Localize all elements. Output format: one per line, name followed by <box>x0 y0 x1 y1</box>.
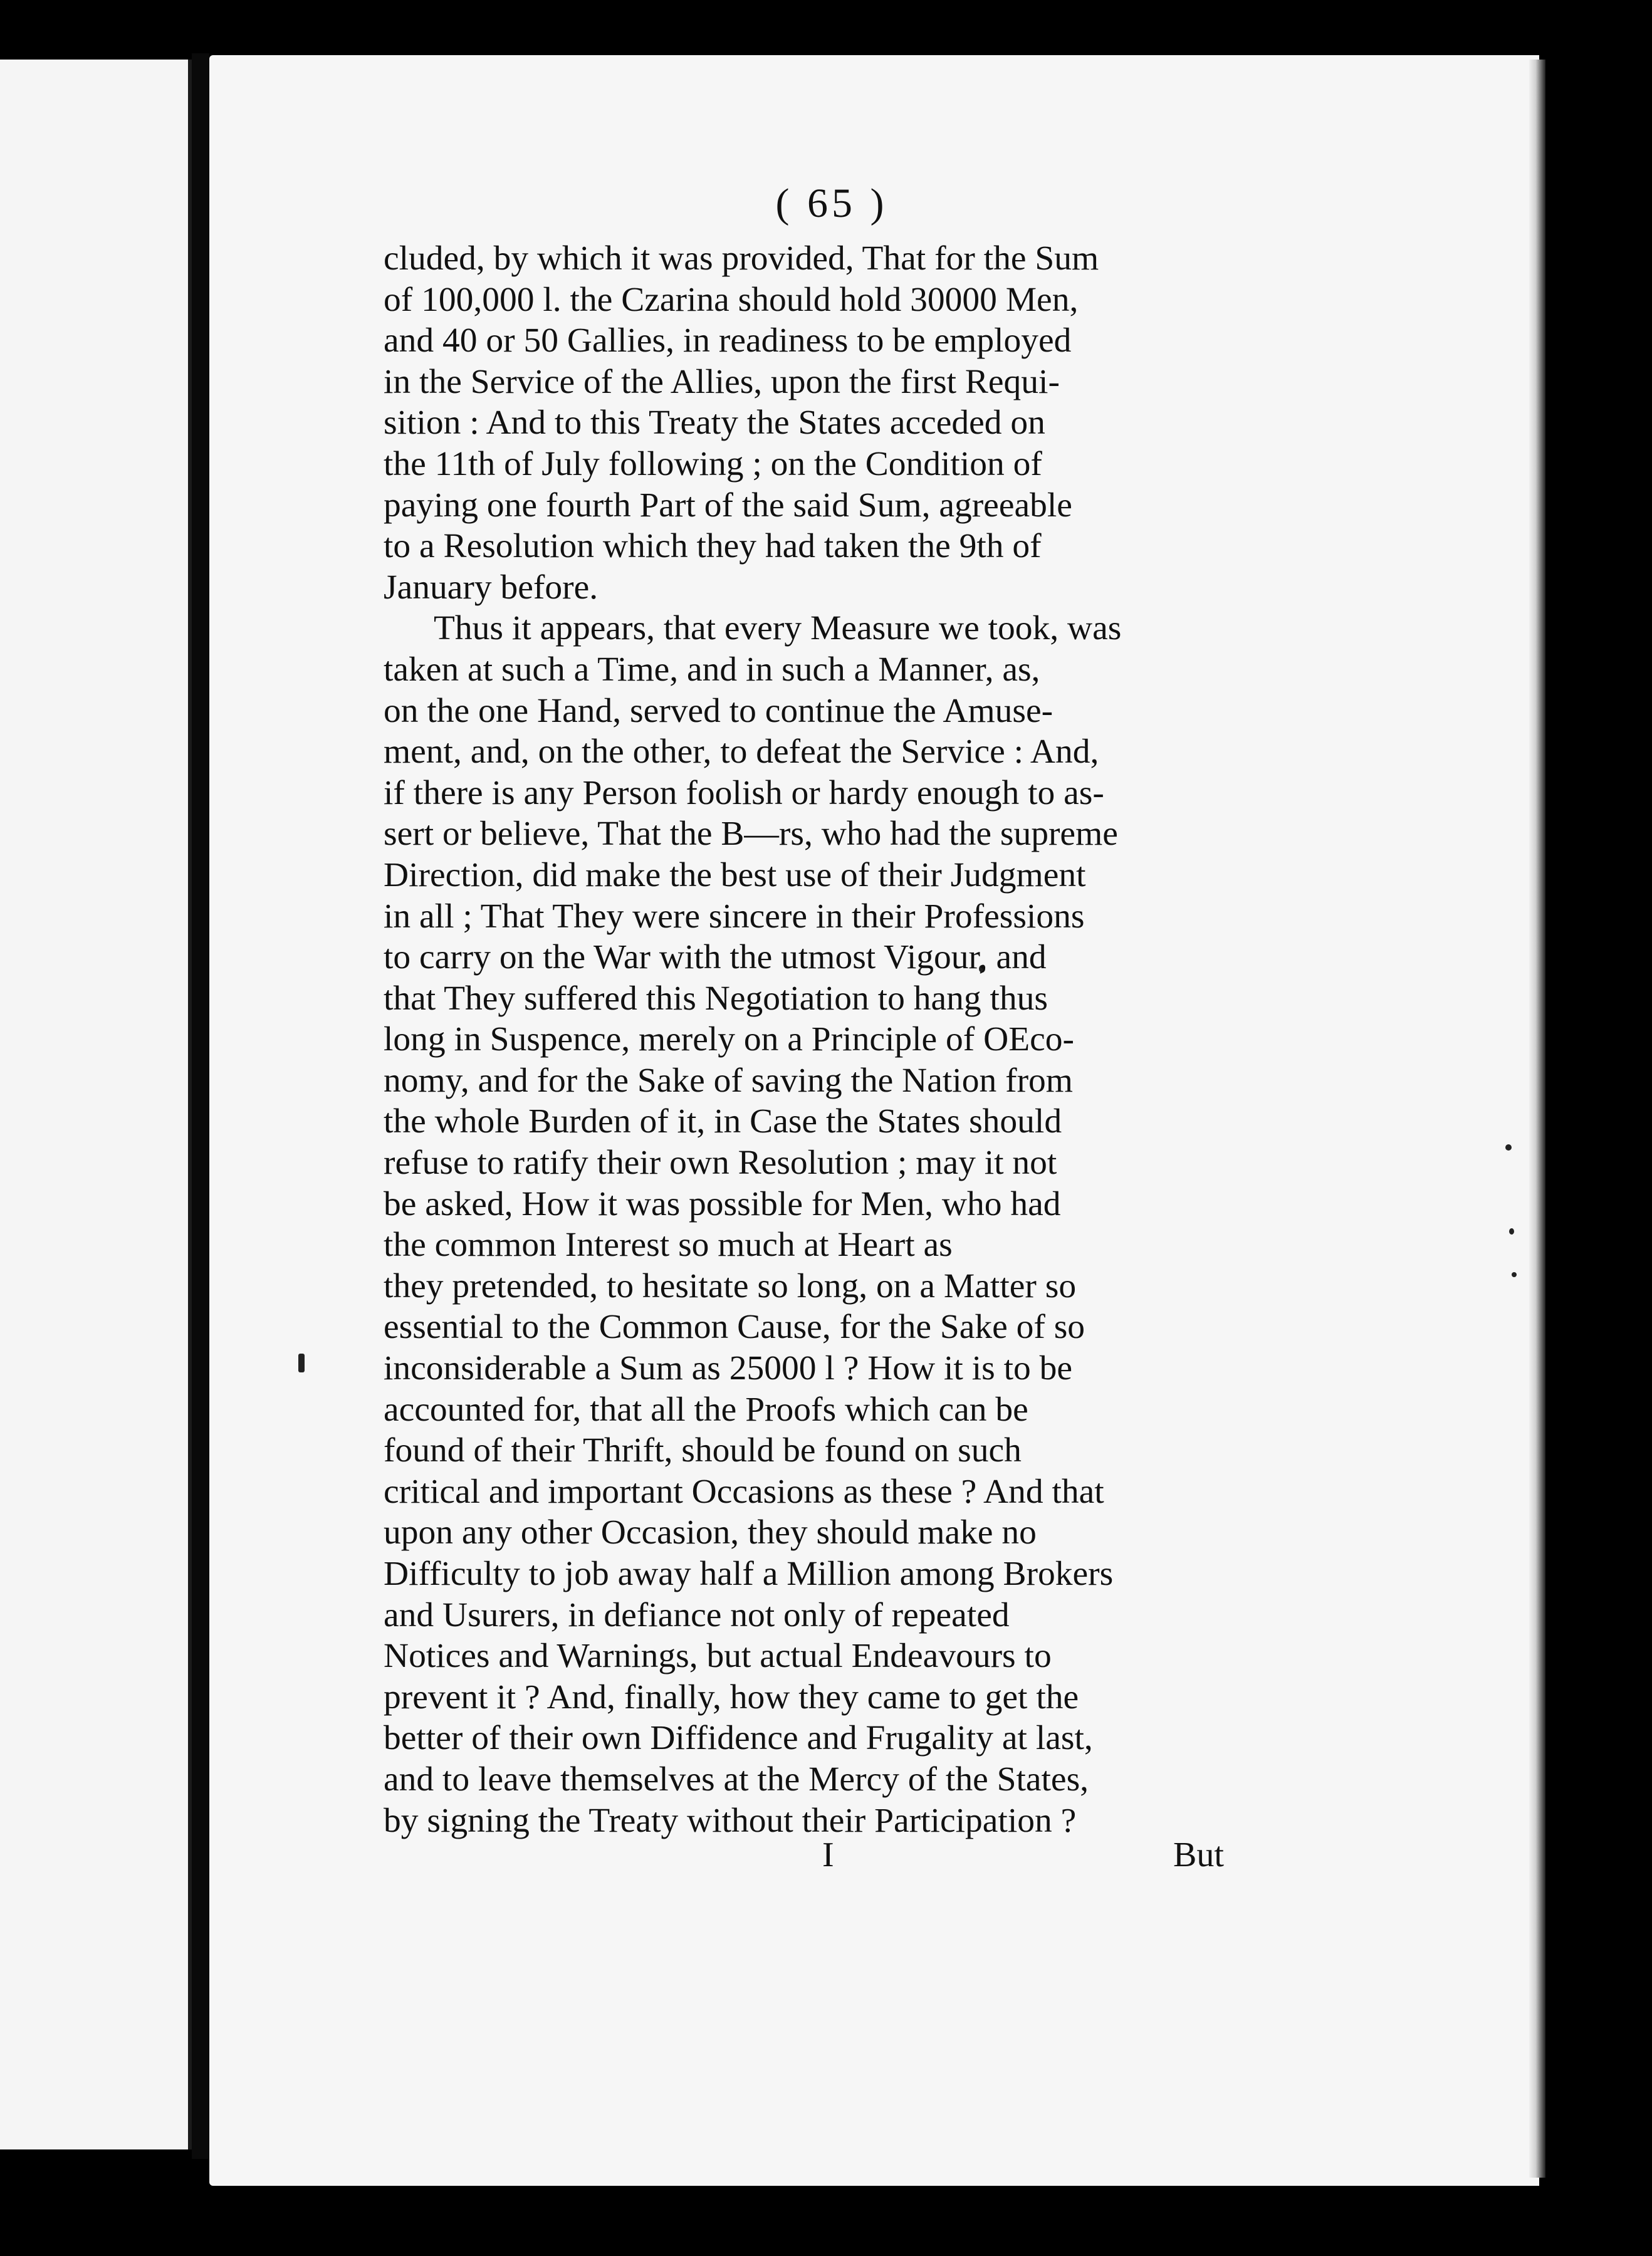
text-line: inconsiderable a Sum as 25000 l ? How it is to be <box>384 1349 1073 1388</box>
text-line: in all ; That They were sincere in their Professions <box>384 897 1085 936</box>
text-line: critical and important Occasions as these ? And that <box>384 1472 1104 1511</box>
text-line: in the Service of the Allies, upon the first Requi- <box>384 362 1060 401</box>
book-gutter <box>192 53 209 2159</box>
text-line: the common Interest so much at Heart as <box>384 1226 953 1265</box>
text-line: by signing the Treaty without their Participation ? <box>384 1801 1077 1840</box>
text-line: essential to the Common Cause, for the Sake of so <box>384 1308 1085 1347</box>
ink-speck <box>1512 1272 1517 1277</box>
ink-speck <box>1509 1228 1514 1235</box>
ink-speck <box>1505 1144 1512 1151</box>
text-line: to a Resolution which they had taken the 9th of <box>384 527 1042 566</box>
text-line: and to leave themselves at the Mercy of the States, <box>384 1760 1089 1799</box>
text-line: ment, and, on the other, to defeat the Service : And, <box>384 733 1099 771</box>
text-line: the whole Burden of it, in Case the States should <box>384 1102 1062 1141</box>
signature-mark: I <box>822 1836 834 1874</box>
text-line: sert or believe, That the B—rs, who had the supreme <box>384 815 1118 854</box>
text-line: better of their own Diffidence and Frugality at last, <box>384 1719 1093 1758</box>
text-line: the 11th of July following ; on the Condition of <box>384 444 1042 483</box>
page-text <box>384 182 1261 1841</box>
text-line: Direction, did make the best use of their Judgment <box>384 855 1086 894</box>
text-line: they pretended, to hesitate so long, on a Matter so <box>384 1266 1077 1305</box>
text-line: taken at such a Time, and in such a Manner, as, <box>384 650 1040 689</box>
text-line: and Usurers, in defiance not only of repeated <box>384 1595 1010 1634</box>
text-line: Difficulty to job away half a Million among Brokers <box>384 1555 1114 1593</box>
text-line: found of their Thrift, should be found on such <box>384 1431 1022 1470</box>
text-line: refuse to ratify their own Resolution ; may it not <box>384 1144 1057 1183</box>
text-line: upon any other Occasion, they should make no <box>384 1513 1037 1552</box>
text-line: and 40 or 50 Gallies, in readiness to be employed <box>384 321 1072 360</box>
text-line: Notices and Warnings, but actual Endeavours to <box>384 1637 1052 1676</box>
left-page-margin <box>0 60 192 2149</box>
text-line: prevent it ? And, finally, how they came to get the <box>384 1678 1079 1716</box>
text-line: to carry on the War with the utmost Vigour, and <box>384 938 1047 977</box>
ink-speck <box>298 1354 305 1372</box>
text-line: paying one fourth Part of the said Sum, agreeable <box>384 486 1072 525</box>
paragraph-first-line: Thus it appears, that every Measure we took, was <box>434 609 1122 648</box>
text-line: accounted for, that all the Proofs which can be <box>384 1390 1028 1429</box>
catchword: But <box>1173 1836 1224 1874</box>
page-edge-shadow <box>1529 60 1545 2178</box>
text-line: that They suffered this Negotiation to hang thus <box>384 979 1048 1018</box>
text-line: nomy, and for the Sake of saving the Nation from <box>384 1061 1073 1100</box>
text-line: sition : And to this Treaty the States acceded on <box>384 404 1045 442</box>
text-line: on the one Hand, served to continue the Amuse- <box>384 691 1053 730</box>
text-line: if there is any Person foolish or hardy enough to as- <box>384 773 1104 812</box>
page-number-header: ( 65 ) <box>775 180 888 226</box>
text-line: January before. <box>384 568 599 607</box>
text-line: be asked, How it was possible for Men, who had <box>384 1184 1061 1223</box>
text-line: cluded, by which it was provided, That for the Sum <box>384 239 1099 278</box>
text-line: long in Suspence, merely on a Principle of OEco- <box>384 1020 1075 1059</box>
text-line: of 100,000 l. the Czarina should hold 30000 Men, <box>384 280 1079 319</box>
